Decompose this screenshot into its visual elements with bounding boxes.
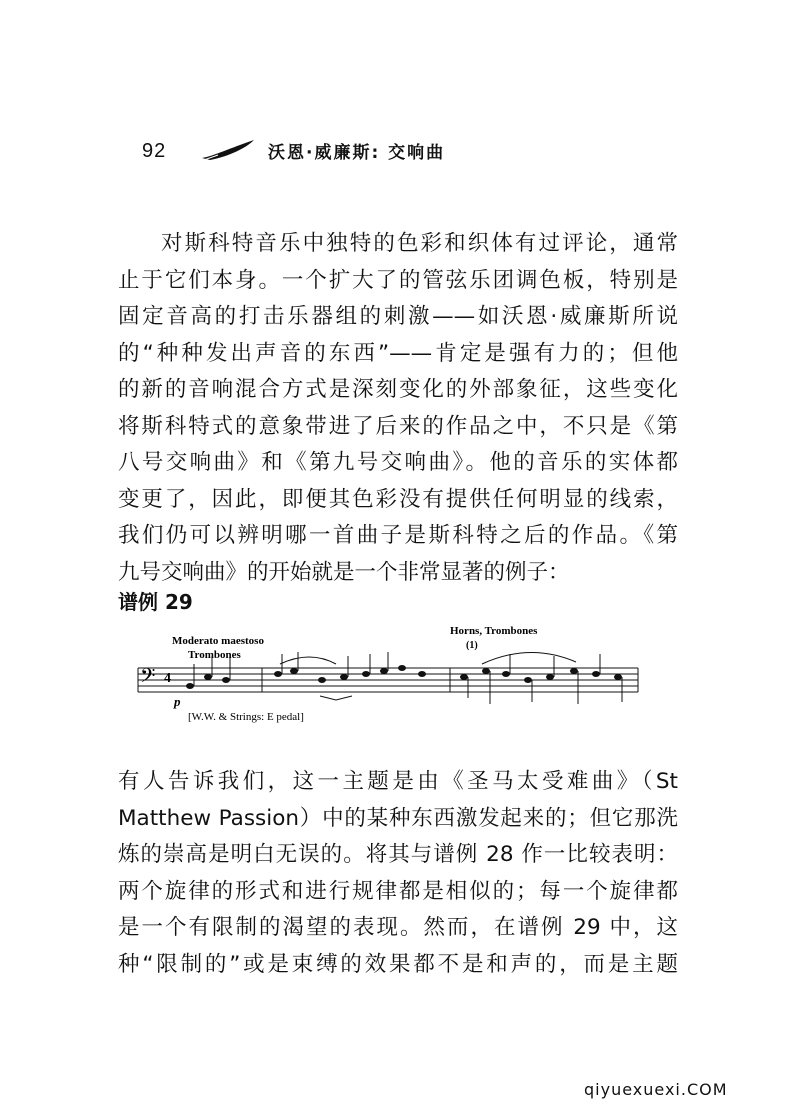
note-stems [194,652,622,704]
text-line: 止于它们本身。一个扩大了的管弦乐团调色板，特别是 [118,267,678,293]
dynamic-marking: p [174,694,181,709]
text-line: 炼的崇高是明白无误的。将其与谱例 28 作一比较表明： [118,842,678,867]
page-header [142,136,702,166]
bass-clef-icon: 𝄢 [140,666,156,692]
staff-lines [138,668,638,692]
tempo-marking: Moderato maestoso [172,635,264,647]
text-line: 的“种种发出声音的东西”——肯定是强有力的；但他 [118,340,678,366]
paragraph-1 [118,226,678,591]
cue-number: (1) [466,640,478,651]
example-label: 谱例 29 [118,590,193,614]
text-line: 我们仍可以辨明哪一首曲子是斯科特之后的作品。《第 [118,523,678,548]
text-line: 对斯科特音乐中独特的色彩和织体有过评论，通常 [161,231,678,256]
quill-ornament-icon [200,138,256,162]
text-line: 种“限制的”或是束缚的效果都不是和声的，而是主题 [118,951,678,977]
music-score [130,624,650,724]
running-title: 沃恩·威廉斯: 交响曲 [268,143,446,163]
text-line: 九号交响曲》的开始就是一个非常显著的例子： [118,559,570,585]
text-line: 有人告诉我们，这一主题是由《圣马太受难曲》（St [118,769,678,794]
text-line: 变更了，因此，即便其色彩没有提供任何明显的线索， [118,486,678,512]
text-line: 两个旋律的形式和进行规律都是相似的；每一个旋律都 [118,878,678,904]
score-footnote: [W.W. & Strings: E pedal] [188,711,304,723]
text-line: 八号交响曲》和《第九号交响曲》。他的音乐的实体都 [118,450,678,475]
instrument-label-start: Trombones [188,649,241,661]
time-signature: 4 [164,671,171,686]
watermark: qiyuexuexi.COM [584,1080,728,1099]
instrument-label-later: Horns, Trombones [450,625,538,637]
text-line: 固定音高的打击乐器组的刺激——如沃恩·威廉斯所说 [118,304,678,329]
note-heads [186,665,622,689]
paragraph-2 [118,764,678,983]
page-number: 92 [142,140,167,162]
text-line: 的新的音响混合方式是深刻变化的外部象征，这些变化 [118,377,678,402]
text-line: 将斯科特式的意象带进了后来的作品之中，不只是《第 [118,413,678,439]
text-line: Matthew Passion）中的某种东西激发起来的；但它那洗 [118,805,678,831]
text-line: 是一个有限制的渴望的表现。然而，在谱例 29 中，这 [118,915,678,940]
